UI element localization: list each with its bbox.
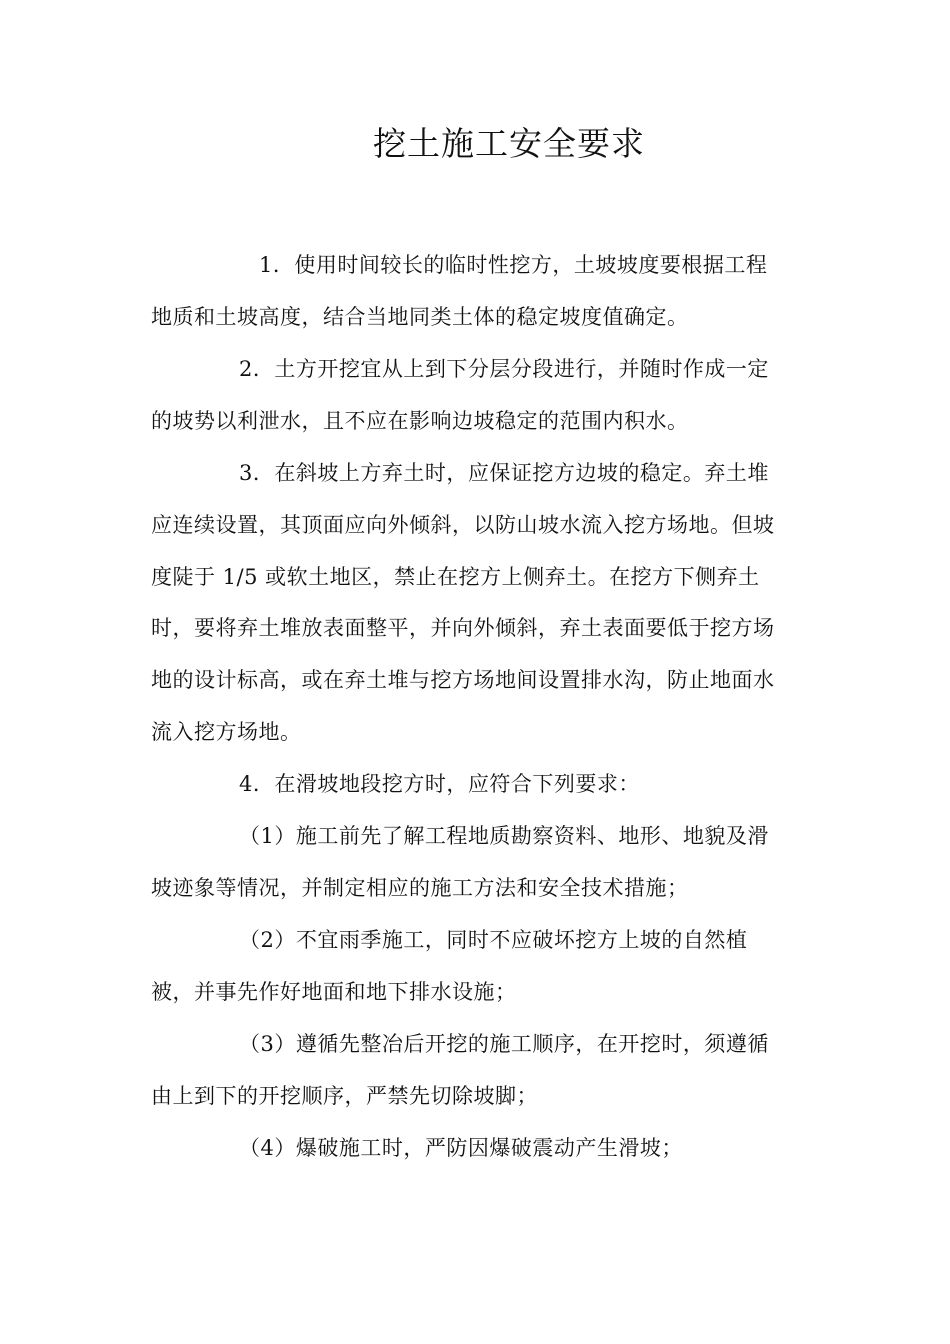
item-3-line-1: （3）遵循先整冶后开挖的施工顺序，在开挖时，须遵循 [239,1032,769,1056]
paragraph-3-line-6: 流入挖方场地。 [151,720,302,744]
paragraph-3-line-3: 度陡于 1/5 或软土地区，禁止在挖方上侧弃土。在挖方下侧弃土 [151,565,760,589]
paragraph-2-line-2: 的坡势以利泄水，且不应在影响边坡稳定的范围内积水。 [151,409,689,433]
paragraph-2-line-1: 2．土方开挖宜从上到下分层分段进行，并随时作成一定 [239,357,769,381]
paragraph-3-line-1: 3．在斜坡上方弃土时，应保证挖方边坡的稳定。弃土堆 [239,461,769,485]
paragraph-3-line-2: 应连续设置，其顶面应向外倾斜，以防山坡水流入挖方场地。但坡 [151,513,775,537]
paragraph-1-line-2: 地质和土坡高度，结合当地同类土体的稳定坡度值确定。 [151,305,689,329]
paragraph-3-line-4: 时，要将弃土堆放表面整平，并向外倾斜，弃土表面要低于挖方场 [151,616,775,640]
paragraph-3-line-5: 地的设计标高，或在弃土堆与挖方场地间设置排水沟，防止地面水 [151,668,775,692]
paragraph-1-line-1: 1．使用时间较长的临时性挖方，土坡坡度要根据工程 [259,253,768,277]
item-2-line-2: 被，并事先作好地面和地下排水设施； [151,980,517,1004]
paragraph-4-line-1: 4．在滑坡地段挖方时，应符合下列要求： [239,772,640,796]
item-1-line-2: 坡迹象等情况，并制定相应的施工方法和安全技术措施； [151,876,689,900]
document-title: 挖土施工安全要求 [373,124,645,163]
item-4-line-1: （4）爆破施工时，严防因爆破震动产生滑坡； [239,1136,683,1160]
item-1-line-1: （1）施工前先了解工程地质勘察资料、地形、地貌及滑 [239,824,769,848]
item-3-line-2: 由上到下的开挖顺序，严禁先切除坡脚； [151,1084,538,1108]
item-2-line-1: （2）不宜雨季施工，同时不应破坏挖方上坡的自然植 [239,928,748,952]
